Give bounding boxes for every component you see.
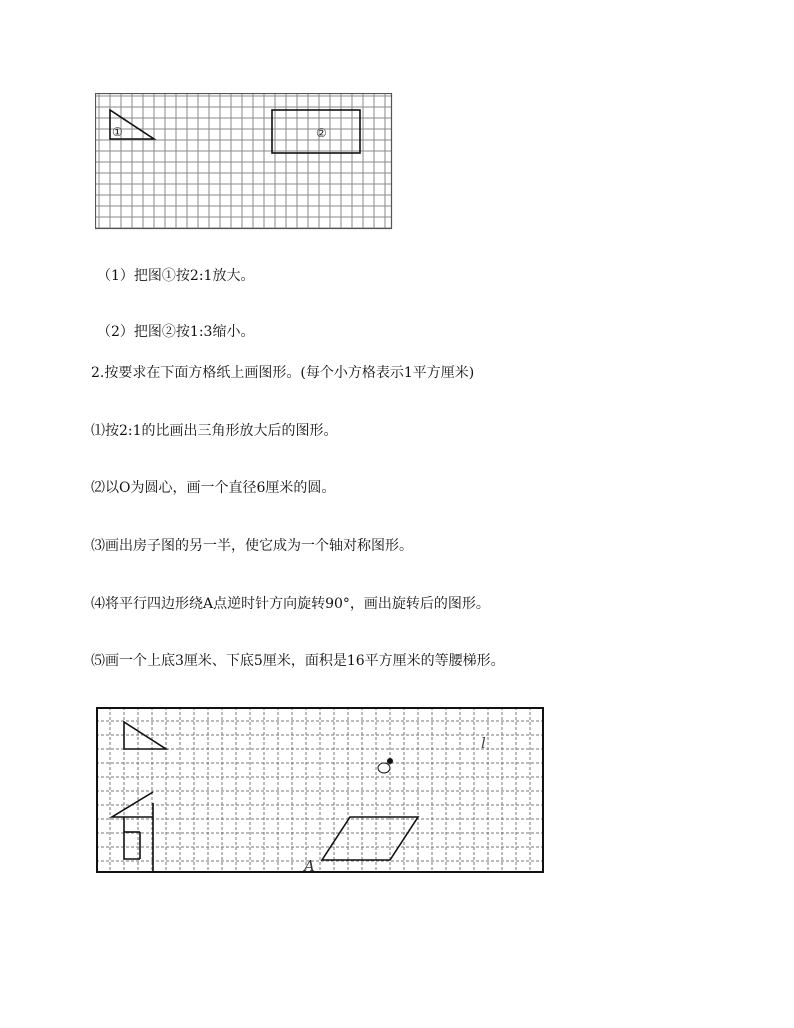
question-2-item-2: ⑵以O为圆心，画一个直径6厘米的圆。 xyxy=(91,480,336,496)
grid-2-lines xyxy=(96,707,544,873)
axis-line-label: l xyxy=(481,734,486,752)
point-a-label: A xyxy=(304,857,315,875)
question-part-2: （2）把图②按1:3缩小。 xyxy=(97,324,255,340)
grid-figure-1 xyxy=(95,93,393,230)
question-part-1: （1）把图①按2:1放大。 xyxy=(97,268,255,284)
half-house-shape xyxy=(112,792,153,872)
shape-1-label: ① xyxy=(112,125,123,139)
grid-1-border xyxy=(96,94,392,229)
question-2-item-1: ⑴按2:1的比画出三角形放大后的图形。 xyxy=(91,423,338,439)
question-2-item-4: ⑷将平行四边形绕A点逆时针方向旋转90°，画出旋转后的图形。 xyxy=(91,596,490,612)
grid-figure-2 xyxy=(96,707,546,875)
shape-2-label: ② xyxy=(316,126,327,140)
question-2-item-3: ⑶画出房子图的另一半，使它成为一个轴对称图形。 xyxy=(91,538,413,554)
question-2-item-5: ⑸画一个上底3厘米、下底5厘米，面积是16平方厘米的等腰梯形。 xyxy=(91,653,505,669)
circle-center-label: O xyxy=(374,774,375,775)
small-triangle-shape xyxy=(124,722,166,749)
question-2-title: 2.按要求在下面方格纸上画图形。(每个小方格表示1平方厘米) xyxy=(91,365,475,381)
circle-center-mark xyxy=(378,758,393,773)
grid-1-lines xyxy=(95,93,392,229)
